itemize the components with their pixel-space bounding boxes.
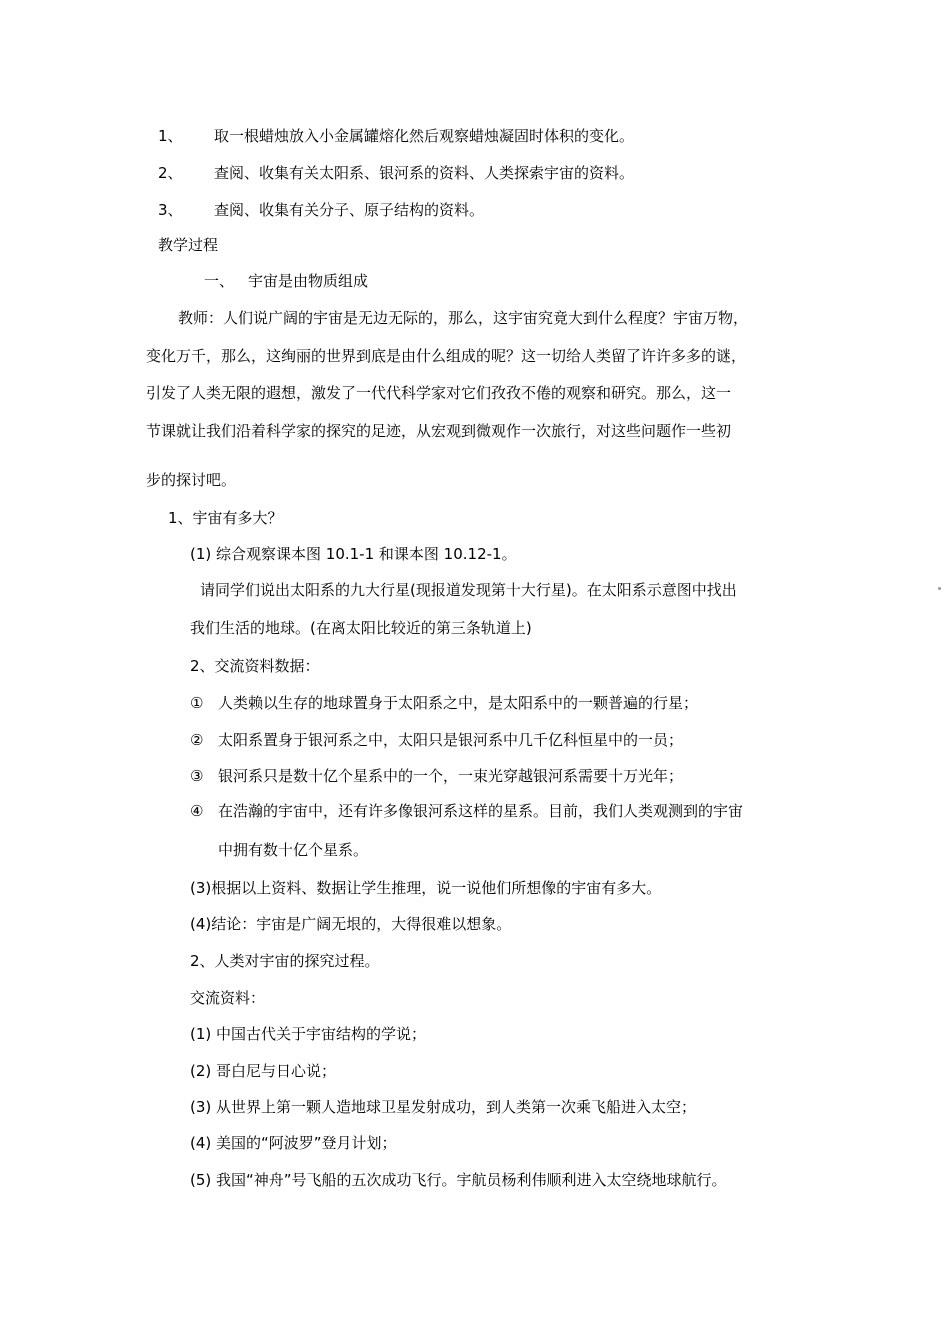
- section-number: 一、: [204, 272, 235, 290]
- section-title: 宇宙是由物质组成: [248, 272, 369, 290]
- fact-text: 在浩瀚的宇宙中，还有许多像银河系这样的星系。目前，我们人类观测到的宇宙: [218, 802, 744, 820]
- fact-marker: ①: [190, 694, 204, 712]
- intro-line-2: 变化万千，那么，这绚丽的世界到底是由什么组成的呢？这一切给人类留了许许多多的谜，: [146, 347, 747, 365]
- question-1: 1、宇宙有多大？: [168, 509, 283, 527]
- history-item-1: (1) 中国古代关于宇宙结构的学说；: [190, 1025, 427, 1043]
- fact-item-4-continuation: 中拥有数十亿个星系。: [218, 841, 369, 859]
- conclusion: (4)结论：宇宙是广阔无垠的，大得很难以想象。: [190, 915, 512, 933]
- inference-prompt: (3)根据以上资料、数据让学生推理，说一说他们所想像的宇宙有多大。: [190, 879, 662, 897]
- intro-line-5: 步的探讨吧。: [146, 471, 237, 489]
- history-item-5: (5) 我国“神舟”号飞船的五次成功飞行。宇航员杨利伟顺利进入太空绕地球航行。: [190, 1171, 727, 1189]
- fact-marker: ④: [190, 802, 204, 820]
- prep-text: 取一根蜡烛放入小金属罐熔化然后观察蜡烛凝固时体积的变化。: [214, 127, 635, 145]
- question-2: 2、人类对宇宙的探究过程。: [190, 952, 380, 970]
- fact-text: 银河系只是数十亿个星系中的一个，一束光穿越银河系需要十万光年；: [218, 767, 684, 785]
- planet-line-2: 我们生活的地球。(在离太阳比较近的第三条轨道上): [190, 619, 532, 637]
- prep-item-2: [158, 163, 635, 183]
- prep-item-1: [158, 126, 635, 146]
- prep-text: 查阅、收集有关太阳系、银河系的资料、人类探索宇宙的资料。: [214, 164, 635, 182]
- fact-marker: ②: [190, 731, 204, 749]
- fact-item-4: [190, 801, 744, 821]
- fact-text: 太阳系置身于银河系之中，太阳只是银河系中几千亿科恒星中的一员；: [218, 731, 684, 749]
- process-heading: 教学过程: [158, 236, 219, 254]
- fact-item-1: [190, 693, 699, 713]
- fact-item-2: [190, 730, 684, 750]
- section-heading: [204, 271, 369, 291]
- fact-text: 人类赖以生存的地球置身于太阳系之中，是太阳系中的一颗普遍的行星；: [218, 694, 699, 712]
- prep-item-3: [158, 200, 485, 220]
- observe-instruction: (1) 综合观察课本图 10.1-1 和课本图 10.12-1。: [190, 545, 517, 563]
- intro-line-4: 节课就让我们沿着科学家的探究的足迹，从宏观到微观作一次旅行，对这些问题作一些初: [146, 422, 732, 440]
- history-item-2: (2) 哥白尼与日心说；: [190, 1062, 337, 1080]
- exchange-heading: 2、交流资料数据：: [190, 657, 320, 675]
- intro-line-3: 引发了人类无限的遐想，激发了一代代科学家对它们孜孜不倦的观察和研究。那么，这一: [146, 384, 732, 402]
- prep-text: 查阅、收集有关分子、原子结构的资料。: [214, 201, 485, 219]
- prep-number: 3、: [158, 201, 183, 219]
- fact-item-3: [190, 766, 684, 786]
- fact-marker: ③: [190, 767, 204, 785]
- history-item-4: (4) 美国的“阿波罗”登月计划；: [190, 1134, 397, 1152]
- stray-mark: [938, 587, 941, 590]
- intro-line-1: 教师：人们说广阔的宇宙是无边无际的，那么，这宇宙究竟大到什么程度？宇宙万物，: [178, 309, 749, 327]
- planet-line-1: 请同学们说出太阳系的九大行星(现报道发现第十大行星)。在太阳系示意图中找出: [200, 581, 737, 599]
- history-item-3: (3) 从世界上第一颗人造地球卫星发射成功，到人类第一次乘飞船进入太空；: [190, 1098, 697, 1116]
- exchange-heading-2: 交流资料：: [190, 989, 266, 1007]
- prep-number: 1、: [158, 127, 183, 145]
- prep-number: 2、: [158, 164, 183, 182]
